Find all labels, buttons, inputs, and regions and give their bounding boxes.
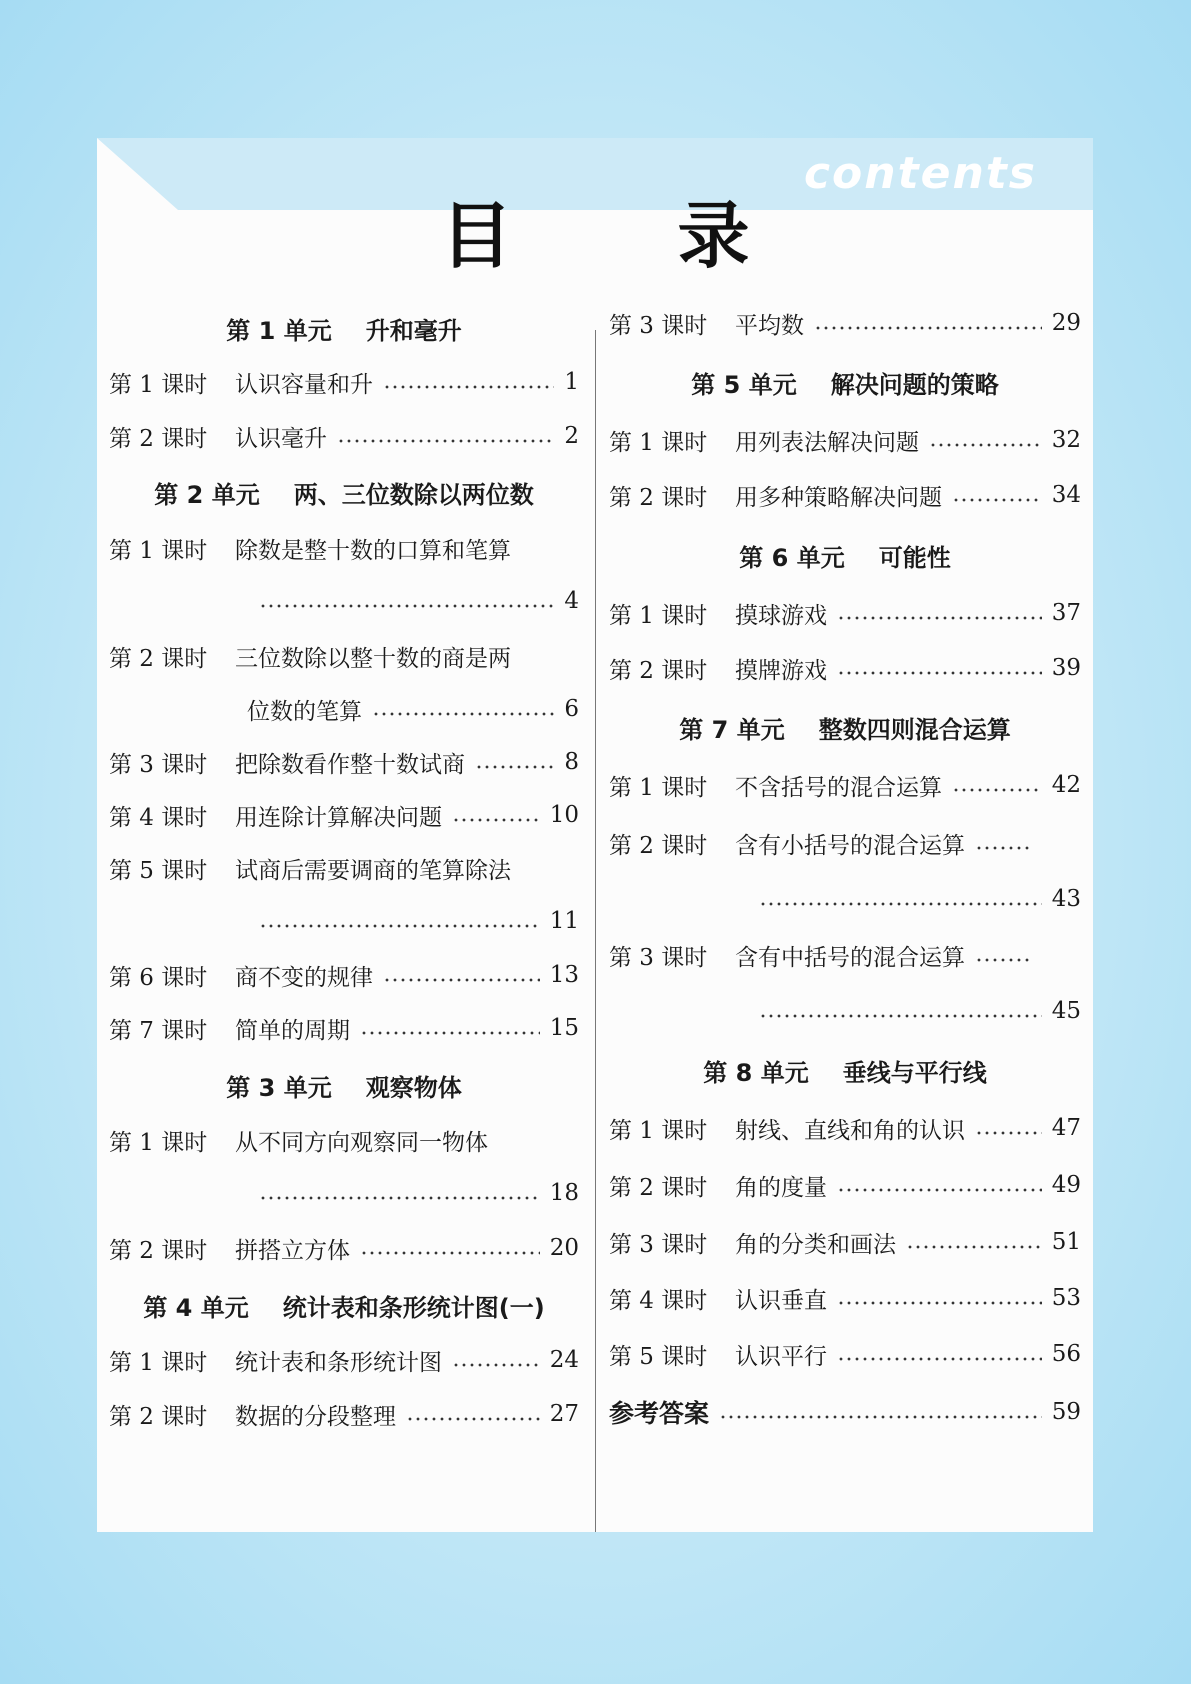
page-number: 53 [1051, 1285, 1081, 1311]
column-divider [595, 330, 596, 1532]
unit-label: 第 6 单元 [739, 543, 845, 572]
lesson-title: 认识垂直 [735, 1287, 827, 1314]
dot-leader [406, 1404, 540, 1424]
dot-leader [929, 430, 1042, 450]
lesson-label: 第 2 课时 [609, 832, 708, 859]
toc-entry[interactable] [609, 1225, 1081, 1259]
lesson-title: 含有小括号的混合运算 [735, 832, 965, 859]
lesson-label: 第 1 课时 [609, 602, 708, 629]
dot-leader [906, 1232, 1042, 1252]
lesson-label: 第 5 课时 [109, 857, 208, 884]
lesson-title: 摸球游戏 [735, 602, 827, 629]
contents-page [97, 138, 1093, 1532]
lesson-title: 含有中括号的混合运算 [735, 944, 965, 971]
dot-leader [837, 1288, 1042, 1308]
page-number: 29 [1051, 310, 1081, 336]
toc-entry[interactable] [109, 419, 579, 453]
toc-entry[interactable] [609, 938, 1081, 972]
page-number: 11 [549, 908, 579, 934]
page-number: 1 [564, 369, 579, 395]
unit-heading [109, 475, 579, 509]
lesson-title: 从不同方向观察同一物体 [235, 1129, 488, 1156]
dot-leader [372, 699, 554, 719]
dot-leader [337, 426, 554, 446]
lesson-label: 第 4 课时 [609, 1287, 708, 1314]
dot-leader [759, 1001, 1042, 1021]
page-number: 24 [549, 1347, 579, 1373]
lesson-label: 第 3 课时 [109, 751, 208, 778]
lesson-label: 第 7 课时 [109, 1017, 208, 1044]
dot-leader [975, 1118, 1042, 1138]
toc-entry[interactable] [609, 826, 1081, 860]
toc-entry[interactable] [609, 1281, 1081, 1315]
toc-entry[interactable] [109, 1231, 579, 1265]
dot-leader [952, 775, 1042, 795]
toc-entry[interactable] [609, 423, 1081, 457]
page-number: 4 [564, 588, 579, 614]
answers-label: 参考答案 [609, 1399, 710, 1428]
page-number: 59 [1051, 1399, 1081, 1425]
toc-entry[interactable] [609, 1111, 1081, 1145]
lesson-label: 第 2 课时 [609, 1174, 708, 1201]
lesson-label: 第 1 课时 [609, 1117, 708, 1144]
lesson-title: 商不变的规律 [235, 964, 373, 991]
toc-entry[interactable] [109, 798, 579, 832]
toc-entry-continuation[interactable] [249, 584, 579, 618]
dot-leader [259, 591, 554, 611]
page-number: 39 [1051, 655, 1081, 681]
dot-leader [360, 1018, 540, 1038]
unit-title: 可能性 [878, 543, 951, 572]
unit-title: 整数四则混合运算 [818, 715, 1011, 744]
lesson-label: 第 1 课时 [609, 429, 708, 456]
toc-entry-continuation[interactable] [249, 904, 579, 938]
page-number: 13 [549, 962, 579, 988]
page-number: 45 [1051, 998, 1081, 1024]
toc-entry[interactable] [609, 478, 1081, 512]
lesson-label: 第 3 课时 [609, 312, 708, 339]
toc-entry[interactable] [609, 596, 1081, 630]
page-number: 34 [1051, 482, 1081, 508]
lesson-title: 统计表和条形统计图 [235, 1349, 442, 1376]
page-number: 37 [1051, 600, 1081, 626]
toc-entry[interactable] [109, 639, 579, 673]
lesson-title: 用多种策略解决问题 [735, 484, 942, 511]
unit-heading [609, 1053, 1081, 1087]
dot-leader [259, 911, 540, 931]
lesson-title: 摸牌游戏 [735, 657, 827, 684]
toc-entry[interactable] [109, 745, 579, 779]
unit-title: 统计表和条形统计图(一) [282, 1293, 545, 1322]
dot-leader [975, 833, 1031, 853]
dot-leader [759, 889, 1042, 909]
lesson-label: 第 2 课时 [109, 425, 208, 452]
lesson-title: 不含括号的混合运算 [735, 774, 942, 801]
page-number: 43 [1051, 886, 1081, 912]
dot-leader [814, 313, 1042, 333]
unit-heading [609, 710, 1081, 744]
page-number: 49 [1051, 1172, 1081, 1198]
toc-entry[interactable] [609, 651, 1081, 685]
dot-leader [952, 485, 1042, 505]
lesson-title: 角的分类和画法 [735, 1231, 896, 1258]
unit-label: 第 7 单元 [679, 715, 785, 744]
lesson-title: 射线、直线和角的认识 [735, 1117, 965, 1144]
dot-leader [975, 945, 1031, 965]
lesson-title: 三位数除以整十数的商是两 [235, 645, 511, 672]
lesson-label: 第 5 课时 [609, 1343, 708, 1370]
toc-entry[interactable] [109, 958, 579, 992]
lesson-title: 数据的分段整理 [235, 1403, 396, 1430]
toc-entry-continuation[interactable] [249, 1176, 579, 1210]
lesson-label: 第 2 课时 [609, 657, 708, 684]
unit-label: 第 5 单元 [691, 370, 797, 399]
unit-heading [109, 311, 579, 345]
toc-entry[interactable] [109, 1011, 579, 1045]
toc-entry[interactable] [609, 768, 1081, 802]
dot-leader [383, 372, 554, 392]
page-number: 2 [564, 423, 579, 449]
unit-label: 第 4 单元 [143, 1293, 249, 1322]
page-number: 27 [549, 1401, 579, 1427]
lesson-title: 认识容量和升 [235, 371, 373, 398]
dot-leader [360, 1238, 540, 1258]
dot-leader [837, 603, 1042, 623]
lesson-title: 角的度量 [735, 1174, 827, 1201]
page-number: 6 [564, 696, 579, 722]
lesson-title: 平均数 [735, 312, 804, 339]
page-number: 47 [1051, 1115, 1081, 1141]
page-number: 15 [549, 1015, 579, 1041]
lesson-label: 第 1 课时 [109, 537, 208, 564]
toc-entry[interactable] [109, 531, 579, 565]
lesson-title: 认识毫升 [235, 425, 327, 452]
page-number: 42 [1051, 772, 1081, 798]
dot-leader [452, 1350, 540, 1370]
lesson-label: 第 4 课时 [109, 804, 208, 831]
lesson-label: 第 3 课时 [609, 944, 708, 971]
toc-entry[interactable] [109, 1123, 579, 1157]
unit-title: 两、三位数除以两位数 [293, 480, 534, 509]
lesson-label: 第 1 课时 [609, 774, 708, 801]
toc-entry[interactable] [109, 1343, 579, 1377]
unit-title: 升和毫升 [365, 316, 462, 345]
unit-title: 解决问题的策略 [830, 370, 999, 399]
dot-leader [259, 1183, 540, 1203]
lesson-title: 把除数看作整十数试商 [235, 751, 465, 778]
dot-leader [475, 752, 554, 772]
lesson-label: 第 2 课时 [609, 484, 708, 511]
lesson-label: 第 2 课时 [109, 1403, 208, 1430]
page-number: 10 [549, 802, 579, 828]
toc-entry[interactable] [609, 306, 1081, 340]
lesson-title: 除数是整十数的口算和笔算 [235, 537, 511, 564]
unit-title: 垂线与平行线 [842, 1058, 987, 1087]
page-title: 目 录 [440, 194, 820, 278]
lesson-label: 第 2 课时 [109, 645, 208, 672]
dot-leader [719, 1402, 1042, 1422]
toc-entry-continuation[interactable] [749, 994, 1081, 1028]
unit-heading [609, 365, 1081, 399]
toc-entry[interactable] [109, 1397, 579, 1431]
dot-leader [452, 805, 540, 825]
lesson-title: 简单的周期 [235, 1017, 350, 1044]
dot-leader [837, 1175, 1042, 1195]
lesson-title: 用列表法解决问题 [735, 429, 919, 456]
dot-leader [837, 658, 1042, 678]
contents-subtitle: contents [803, 148, 1037, 199]
lesson-title-continued: 位数的笔算 [247, 698, 362, 725]
lesson-label: 第 3 课时 [609, 1231, 708, 1258]
lesson-title: 用连除计算解决问题 [235, 804, 442, 831]
page-number: 32 [1051, 427, 1081, 453]
unit-label: 第 3 单元 [226, 1073, 332, 1102]
dot-leader [383, 965, 540, 985]
lesson-label: 第 2 课时 [109, 1237, 208, 1264]
page-number: 56 [1051, 1341, 1081, 1367]
unit-label: 第 1 单元 [226, 316, 332, 345]
unit-title: 观察物体 [365, 1073, 462, 1102]
toc-entry-continuation[interactable] [749, 882, 1081, 916]
page-number: 20 [549, 1235, 579, 1261]
unit-label: 第 2 单元 [154, 480, 260, 509]
page-number: 8 [564, 749, 579, 775]
toc-entry-continuation[interactable] [247, 692, 579, 726]
toc-entry[interactable] [109, 851, 579, 885]
lesson-title: 认识平行 [735, 1343, 827, 1370]
unit-heading [109, 1068, 579, 1102]
dot-leader [837, 1344, 1042, 1364]
toc-entry[interactable] [609, 1337, 1081, 1371]
lesson-label: 第 1 课时 [109, 371, 208, 398]
lesson-label: 第 1 课时 [109, 1349, 208, 1376]
toc-entry[interactable] [109, 365, 579, 399]
unit-heading [109, 1288, 579, 1322]
toc-entry[interactable] [609, 1168, 1081, 1202]
lesson-title: 拼搭立方体 [235, 1237, 350, 1264]
lesson-title: 试商后需要调商的笔算除法 [235, 857, 511, 884]
unit-label: 第 8 单元 [703, 1058, 809, 1087]
unit-heading [609, 538, 1081, 572]
page-number: 51 [1051, 1229, 1081, 1255]
lesson-label: 第 6 课时 [109, 964, 208, 991]
lesson-label: 第 1 课时 [109, 1129, 208, 1156]
page-number: 18 [549, 1180, 579, 1206]
toc-entry-answers[interactable] [609, 1395, 1081, 1429]
